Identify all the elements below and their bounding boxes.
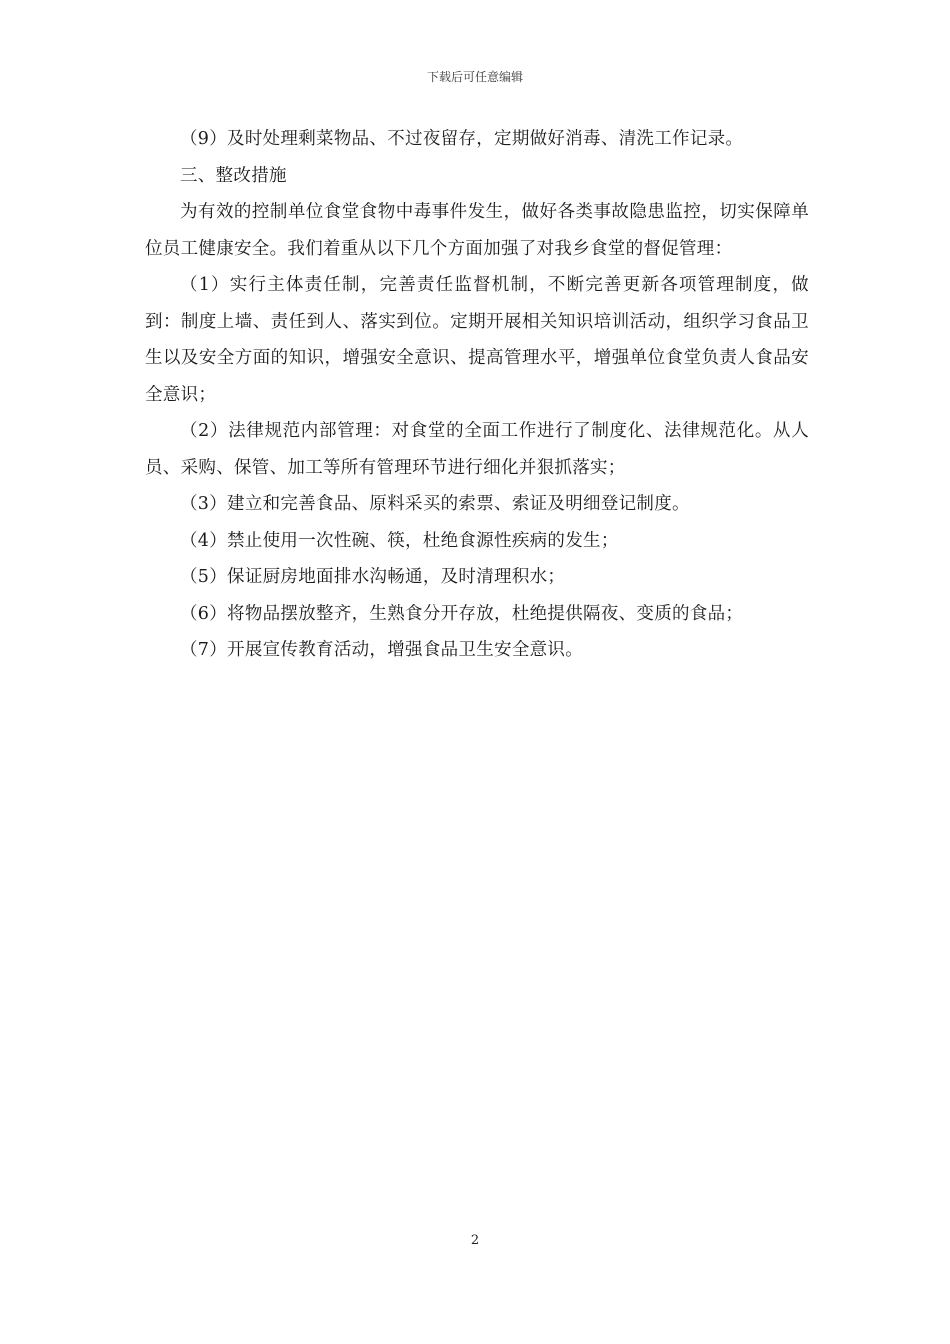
paragraph-measure-6: （6）将物品摆放整齐，生熟食分开存放，杜绝提供隔夜、变质的食品； xyxy=(180,603,744,624)
document-body xyxy=(145,121,809,669)
paragraph-measure-1: （1）实行主体责任制，完善责任监督机制，不断完善更新各项管理制度，做到：制度上墙、责任到人、落实到位。定期开展相关知识培训活动，组织学习食品卫生以及安全方面的知识，增强安全意识、提高管理水平，增强单位食堂负责人食品安全意识； xyxy=(145,275,809,405)
paragraph-measure-4: （4）禁止使用一次性碗、筷，杜绝食源性疾病的发生； xyxy=(180,530,619,551)
paragraph-item-9: （9）及时处理剩菜物品、不过夜留存，定期做好消毒、清洗工作记录。 xyxy=(180,129,744,149)
paragraph-measure-2: （2）法律规范内部管理：对食堂的全面工作进行了制度化、法律规范化。从人员、采购、保管、加工等所有管理环节进行细化并狠抓落实； xyxy=(145,421,809,478)
page-number: 2 xyxy=(470,1233,480,1248)
paragraph-measure-5: （5）保证厨房地面排水沟畅通，及时清理积水； xyxy=(180,567,566,587)
section-heading-rectification: 三、整改措施 xyxy=(180,165,287,186)
page-header: 下载后可任意编辑 xyxy=(426,70,523,84)
paragraph-measure-3: （3）建立和完善食品、原料采买的索票、索证及明细登记制度。 xyxy=(180,494,690,514)
paragraph-measure-7: （7）开展宣传教育活动，增强食品卫生安全意识。 xyxy=(180,640,584,660)
paragraph-intro: 为有效的控制单位食堂食物中毒事件发生，做好各类事故隐患监控，切实保障单位员工健康安全。我们着重从以下几个方面加强了对我乡食堂的督促管理： xyxy=(145,202,809,259)
